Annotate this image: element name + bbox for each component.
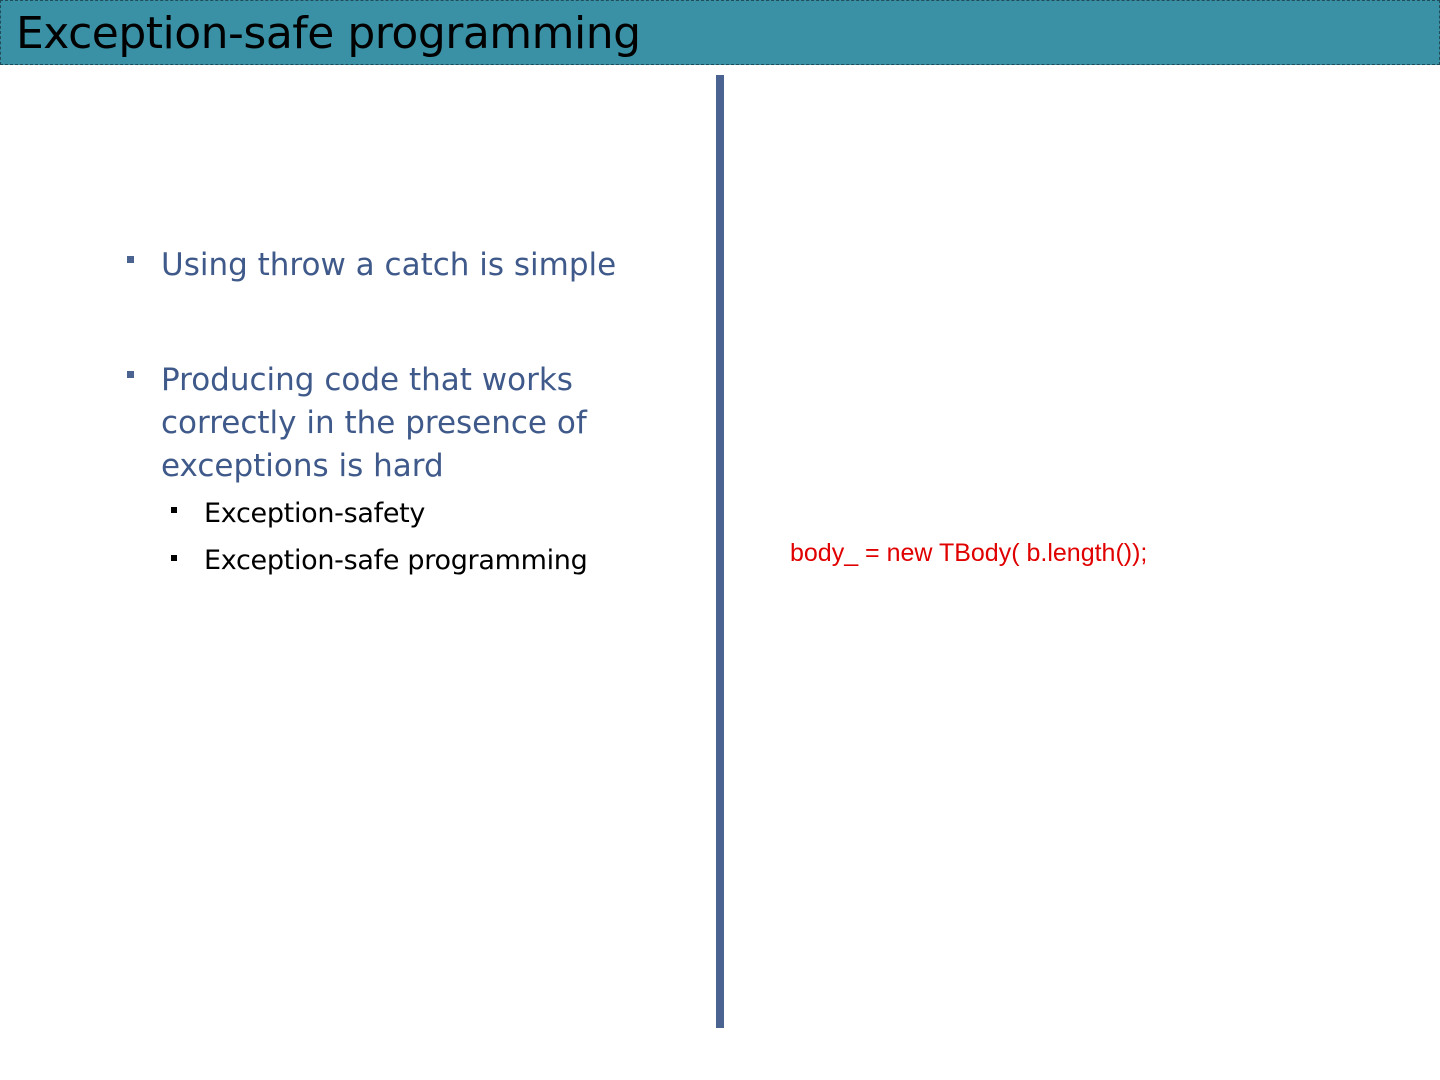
sub-bullet-text: Exception-safety (204, 498, 426, 529)
square-bullet-icon (171, 555, 177, 561)
square-bullet-icon (171, 507, 177, 513)
sub-bullet-text: Exception-safe programming (204, 545, 588, 576)
square-bullet-icon (127, 371, 134, 378)
column-divider (716, 75, 724, 1028)
bullet-list (0, 0, 710, 1080)
bullet-text: Producing code that works correctly in the presence of exceptions is hard (161, 362, 587, 484)
bullet-text: Using throw a catch is simple (161, 247, 617, 283)
square-bullet-icon (127, 256, 134, 263)
slide-title: Exception-safe programming (16, 8, 641, 59)
code-snippet: body_ = new TBody( b.length()); (790, 539, 1148, 567)
